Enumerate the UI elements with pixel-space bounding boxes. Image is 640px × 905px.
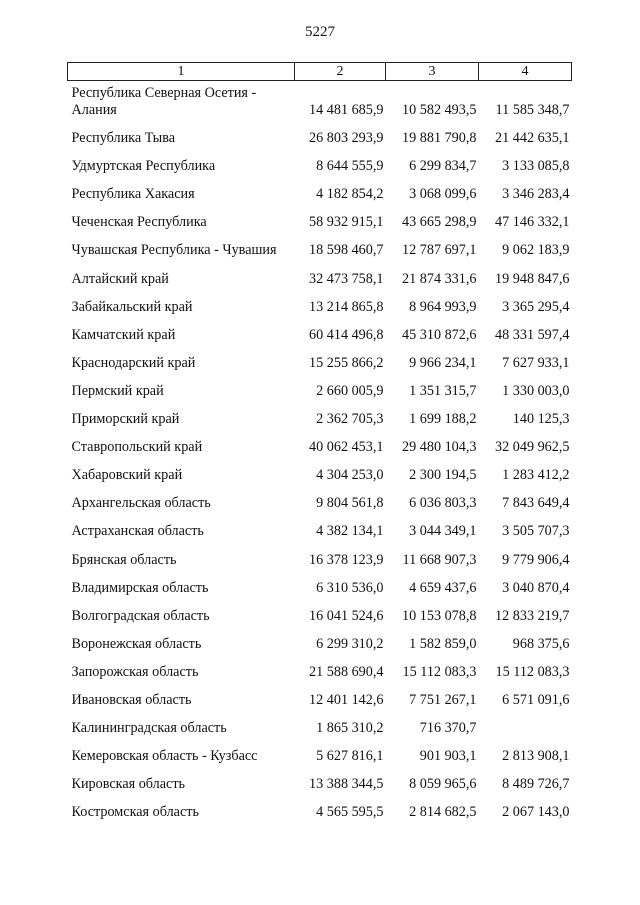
value-col-4-cell: 48 331 597,4 — [495, 326, 570, 343]
value-col-2-cell: 4 382 134,1 — [316, 523, 384, 540]
value-col-4-cell: 47 146 332,1 — [495, 214, 570, 231]
table-row — [68, 428, 572, 456]
value-col-2-cell: 60 414 496,8 — [309, 326, 384, 343]
table-row — [68, 512, 572, 540]
value-col-2-cell: 26 803 293,9 — [309, 130, 384, 147]
value-col-4-cell: 12 833 219,7 — [495, 607, 570, 624]
table-row — [68, 653, 572, 681]
region-name-cell: Астраханская область — [71, 523, 204, 540]
region-name-cell: Ставропольский край — [71, 439, 203, 456]
region-name-cell: Кировская область — [71, 776, 186, 793]
region-name-cell: Ивановская область — [71, 691, 192, 708]
table-row — [68, 316, 572, 344]
value-col-2-cell: 40 062 453,1 — [309, 439, 384, 456]
value-col-4-cell: 1 330 003,0 — [502, 382, 570, 399]
value-col-3-cell: 19 881 790,8 — [402, 130, 477, 147]
table-row — [68, 765, 572, 793]
value-col-3-cell: 1 351 315,7 — [409, 382, 477, 399]
value-col-3-cell: 45 310 872,6 — [402, 326, 477, 343]
region-name-cell: Удмуртская Республика — [71, 158, 216, 175]
value-col-4-cell: 15 112 083,3 — [495, 663, 570, 680]
value-col-4-cell: 3 365 295,4 — [502, 298, 570, 315]
region-name-cell: Запорожская область — [71, 663, 199, 680]
table-row — [68, 259, 572, 287]
value-col-4-cell: 21 442 635,1 — [495, 130, 570, 147]
table-row — [68, 231, 572, 259]
value-col-3-cell: 10 582 493,5 — [402, 102, 477, 118]
value-col-4-cell: 3 505 707,3 — [502, 523, 570, 540]
value-col-3-cell: 716 370,7 — [419, 720, 477, 737]
value-col-3-cell: 10 153 078,8 — [402, 607, 477, 624]
value-col-3-cell: 4 659 437,6 — [409, 579, 477, 596]
value-col-2-cell: 4 304 253,0 — [316, 467, 384, 484]
region-name-cell: Калининградская область — [71, 720, 227, 737]
value-col-3-cell: 2 300 194,5 — [409, 467, 477, 484]
table-row — [68, 288, 572, 316]
region-name-cell: Краснодарский край — [71, 354, 196, 371]
table-row — [68, 625, 572, 653]
region-name-cell: Костромская область — [71, 804, 199, 821]
value-col-3-cell: 43 665 298,9 — [402, 214, 477, 231]
header-col-1: 1 — [68, 63, 295, 81]
value-col-2-cell: 13 388 344,5 — [309, 776, 384, 793]
table-row — [68, 400, 572, 428]
page-number: 5227 — [305, 24, 335, 40]
table-row — [68, 737, 572, 765]
value-col-3-cell: 1 582 859,0 — [409, 635, 477, 652]
region-name-cell: Хабаровский край — [71, 467, 183, 484]
value-col-2-cell: 2 362 705,3 — [316, 411, 384, 428]
value-col-3-cell: 6 036 803,3 — [409, 495, 477, 512]
value-col-2-cell: 4 565 595,5 — [316, 804, 384, 821]
table-row — [68, 569, 572, 597]
value-col-4-cell: 7 627 933,1 — [502, 354, 570, 371]
table-row — [68, 793, 572, 821]
region-name-cell: Архангельская область — [71, 495, 211, 512]
region-name-cell: Чеченская Республика — [71, 214, 207, 231]
value-col-2-cell: 9 804 561,8 — [316, 495, 384, 512]
value-col-4-cell: 1 283 412,2 — [502, 467, 570, 484]
value-col-2-cell: 4 182 854,2 — [316, 186, 384, 203]
value-col-2-cell: 6 299 310,2 — [316, 635, 384, 652]
value-col-3-cell: 3 068 099,6 — [409, 186, 477, 203]
value-col-3-cell: 9 966 234,1 — [409, 354, 477, 371]
header-col-2: 2 — [295, 63, 386, 81]
header-col-4: 4 — [479, 63, 572, 81]
value-col-4-cell: 8 489 726,7 — [502, 776, 570, 793]
value-col-2-cell: 18 598 460,7 — [309, 242, 384, 259]
value-col-3-cell: 8 059 965,6 — [409, 776, 477, 793]
value-col-4-cell: 2 813 908,1 — [502, 748, 570, 765]
region-name-cell: Кемеровская область - Кузбасс — [71, 748, 258, 765]
value-col-2-cell: 2 660 005,9 — [316, 382, 384, 399]
value-col-4-cell: 140 125,3 — [512, 411, 570, 428]
value-col-2-cell: 12 401 142,6 — [309, 691, 384, 708]
table-row — [68, 344, 572, 372]
table-row — [68, 597, 572, 625]
value-col-2-cell: 13 214 865,8 — [309, 298, 384, 315]
value-col-3-cell: 29 480 104,3 — [402, 439, 477, 456]
value-col-4-cell: 11 585 348,7 — [495, 102, 570, 118]
value-col-2-cell: 32 473 758,1 — [309, 270, 384, 287]
table-row — [68, 203, 572, 231]
value-col-3-cell: 12 787 697,1 — [402, 242, 477, 259]
value-col-3-cell: 6 299 834,7 — [409, 158, 477, 175]
value-col-4-cell: 3 133 085,8 — [502, 158, 570, 175]
table-row — [68, 540, 572, 568]
region-name-cell: Владимирская область — [71, 579, 209, 596]
value-col-2-cell: 15 255 866,2 — [309, 354, 384, 371]
value-col-4-cell: 19 948 847,6 — [495, 270, 570, 287]
value-col-4-cell: 2 067 143,0 — [502, 804, 570, 821]
table-row — [68, 681, 572, 709]
table-header — [68, 63, 572, 81]
value-col-4-cell: 9 062 183,9 — [502, 242, 570, 259]
table-row — [68, 484, 572, 512]
table-row — [68, 175, 572, 203]
table-row — [68, 81, 572, 120]
value-col-4-cell: 968 375,6 — [512, 635, 570, 652]
table-row — [68, 147, 572, 175]
value-col-4-cell: 6 571 091,6 — [502, 691, 570, 708]
value-col-2-cell: 21 588 690,4 — [309, 663, 384, 680]
budget-table — [67, 62, 572, 821]
table-body — [68, 81, 572, 822]
value-col-4-cell: 32 049 962,5 — [495, 439, 570, 456]
region-name-cell: Приморский край — [71, 411, 180, 428]
value-col-2-cell: 5 627 816,1 — [316, 748, 384, 765]
value-col-4-cell: 3 040 870,4 — [502, 579, 570, 596]
value-col-3-cell: 2 814 682,5 — [409, 804, 477, 821]
table-row — [68, 456, 572, 484]
value-col-2-cell: 58 932 915,1 — [309, 214, 384, 231]
value-col-2-cell: 16 041 524,6 — [309, 607, 384, 624]
value-col-3-cell: 901 903,1 — [419, 748, 477, 765]
value-col-4-cell — [479, 709, 572, 737]
region-name-cell: Волгоградская область — [71, 607, 210, 624]
table-row — [68, 119, 572, 147]
region-name-cell: Воронежская область — [71, 635, 202, 652]
header-row — [68, 63, 572, 81]
region-name-cell: Алтайский край — [71, 270, 169, 287]
value-col-2-cell: 1 865 310,2 — [316, 720, 384, 737]
value-col-4-cell: 7 843 649,4 — [502, 495, 570, 512]
table-row — [68, 372, 572, 400]
value-col-2-cell: 16 378 123,9 — [309, 551, 384, 568]
value-col-3-cell: 15 112 083,3 — [402, 663, 477, 680]
table-row — [68, 709, 572, 737]
value-col-2-cell: 14 481 685,9 — [309, 102, 384, 118]
header-col-3: 3 — [386, 63, 479, 81]
region-name-cell: Брянская область — [71, 551, 177, 568]
region-name-cell: Республика Хакасия — [71, 186, 195, 203]
value-col-4-cell: 9 779 906,4 — [502, 551, 570, 568]
value-col-4-cell: 3 346 283,4 — [502, 186, 570, 203]
region-name-cell: Республика Северная Осетия - Алания — [71, 85, 257, 118]
region-name-cell: Республика Тыва — [71, 130, 176, 147]
value-col-3-cell: 3 044 349,1 — [409, 523, 477, 540]
value-col-3-cell: 7 751 267,1 — [409, 691, 477, 708]
region-name-cell: Забайкальский край — [71, 298, 193, 315]
value-col-3-cell: 1 699 188,2 — [409, 411, 477, 428]
region-name-cell: Камчатский край — [71, 326, 176, 343]
value-col-3-cell: 21 874 331,6 — [402, 270, 477, 287]
value-col-2-cell: 6 310 536,0 — [316, 579, 384, 596]
value-col-2-cell: 8 644 555,9 — [316, 158, 384, 175]
value-col-3-cell: 8 964 993,9 — [409, 298, 477, 315]
region-name-cell: Чувашская Республика - Чувашия — [71, 242, 277, 259]
region-name-cell: Пермский край — [71, 382, 164, 399]
value-col-3-cell: 11 668 907,3 — [402, 551, 477, 568]
